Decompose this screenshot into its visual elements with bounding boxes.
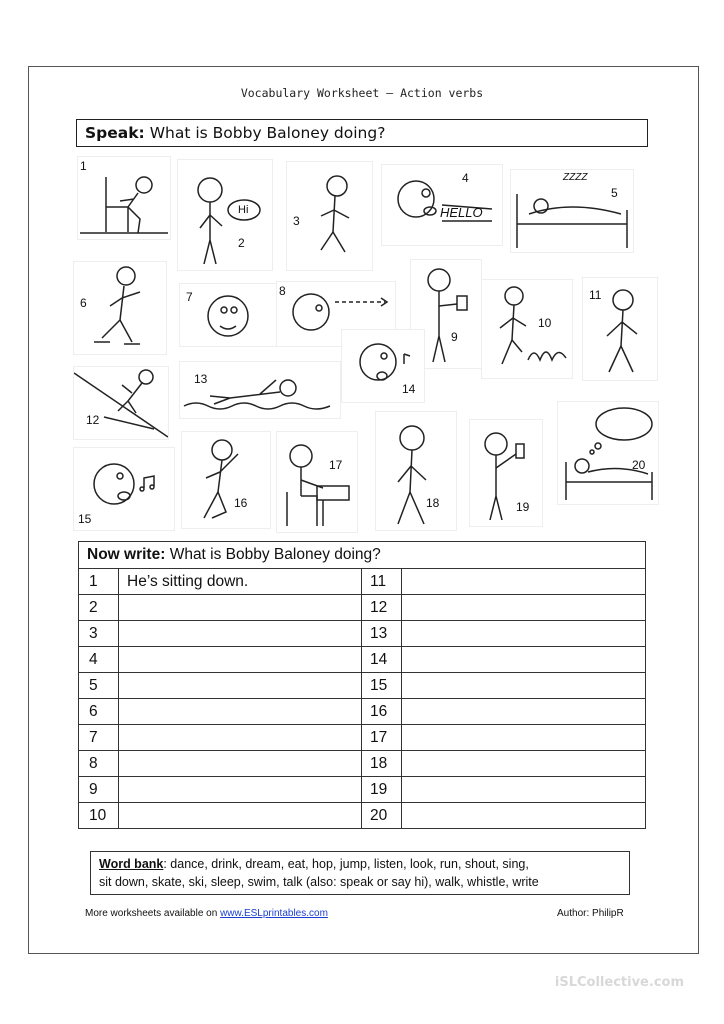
picture-2 bbox=[178, 160, 272, 270]
answer-cell[interactable] bbox=[402, 725, 646, 751]
picture-20 bbox=[558, 402, 658, 504]
whistling-face-drawing bbox=[180, 284, 276, 346]
picture-number: 8 bbox=[279, 284, 286, 298]
walking-figure-2-drawing bbox=[376, 412, 456, 530]
dancing-figure-drawing bbox=[182, 432, 270, 528]
picture-19 bbox=[470, 420, 542, 526]
picture-10 bbox=[482, 280, 572, 378]
skating-figure-drawing bbox=[74, 262, 166, 354]
picture-6 bbox=[74, 262, 166, 354]
footer-author: Author: PhilipR bbox=[557, 908, 624, 919]
answer-cell[interactable] bbox=[402, 699, 646, 725]
word-bank-line-2: sit down, skate, ski, sleep, swim, talk (also: speak or say hi), walk, whistle, write bbox=[99, 875, 539, 889]
answer-cell[interactable] bbox=[402, 569, 646, 595]
table-row bbox=[79, 621, 646, 647]
row-number: 3 bbox=[79, 621, 119, 647]
answer-cell[interactable] bbox=[119, 725, 362, 751]
speak-prompt bbox=[76, 119, 648, 147]
answer-cell[interactable] bbox=[119, 673, 362, 699]
word-bank-label: Word bank bbox=[99, 857, 164, 871]
answer-cell[interactable] bbox=[402, 673, 646, 699]
write-prompt bbox=[79, 542, 646, 569]
picture-number: 10 bbox=[538, 316, 552, 330]
row-number: 16 bbox=[362, 699, 402, 725]
picture-4 bbox=[382, 165, 502, 245]
picture-number: 15 bbox=[78, 512, 92, 526]
answer-cell[interactable] bbox=[402, 621, 646, 647]
worksheet-title: Vocabulary Worksheet – Action verbs bbox=[240, 86, 484, 100]
picture-number: 18 bbox=[426, 496, 440, 510]
swimming-figure-drawing bbox=[180, 362, 340, 418]
table-row bbox=[79, 699, 646, 725]
table-row bbox=[79, 569, 646, 595]
picture-number: 3 bbox=[293, 214, 300, 228]
footer-more-text: More worksheets available on bbox=[85, 908, 221, 919]
row-number: 13 bbox=[362, 621, 402, 647]
row-number: 18 bbox=[362, 751, 402, 777]
picture-14 bbox=[342, 330, 424, 402]
picture-number: 11 bbox=[589, 288, 602, 302]
picture-1 bbox=[78, 157, 170, 239]
watermark: iSLCollective.com bbox=[554, 975, 684, 990]
answer-cell[interactable] bbox=[119, 777, 362, 803]
picture-7 bbox=[180, 284, 276, 346]
row-number: 1 bbox=[79, 569, 119, 595]
row-number: 9 bbox=[79, 777, 119, 803]
picture-16 bbox=[182, 432, 270, 528]
picture-number: 1 bbox=[80, 159, 87, 173]
row-number: 20 bbox=[362, 803, 402, 829]
picture-11 bbox=[583, 278, 657, 380]
saying-hi-drawing bbox=[178, 160, 272, 270]
table-row bbox=[79, 777, 646, 803]
picture-number: 20 bbox=[632, 458, 646, 472]
write-question: What is Bobby Baloney doing? bbox=[169, 546, 381, 563]
picture-number: 5 bbox=[611, 186, 618, 200]
picture-number: 17 bbox=[329, 458, 343, 472]
picture-18 bbox=[376, 412, 456, 530]
picture-number: 7 bbox=[186, 290, 193, 304]
table-row bbox=[79, 751, 646, 777]
row-number: 2 bbox=[79, 595, 119, 621]
picture-number: 13 bbox=[194, 372, 208, 386]
answer-cell[interactable] bbox=[119, 621, 362, 647]
answer-cell[interactable]: He’s sitting down. bbox=[119, 569, 362, 595]
writing-figure-drawing bbox=[277, 432, 357, 532]
answer-cell[interactable] bbox=[402, 803, 646, 829]
picture-number: 9 bbox=[451, 330, 458, 344]
speak-question: What is Bobby Baloney doing? bbox=[149, 124, 386, 142]
row-number: 6 bbox=[79, 699, 119, 725]
row-number: 4 bbox=[79, 647, 119, 673]
picture-number: 16 bbox=[234, 496, 248, 510]
picture-17 bbox=[277, 432, 357, 532]
row-number: 5 bbox=[79, 673, 119, 699]
answer-cell[interactable] bbox=[402, 751, 646, 777]
word-bank-line-1: : dance, drink, dream, eat, hop, jump, listen, look, run, shout, sing, bbox=[163, 857, 529, 871]
footer-more bbox=[85, 908, 328, 919]
answer-cell[interactable] bbox=[402, 647, 646, 673]
row-number: 10 bbox=[79, 803, 119, 829]
drinking-figure-drawing bbox=[470, 420, 542, 526]
row-number: 15 bbox=[362, 673, 402, 699]
picture-number: 19 bbox=[516, 500, 530, 514]
word-bank bbox=[90, 851, 630, 895]
answer-cell[interactable] bbox=[402, 777, 646, 803]
speech-bubble-text: HELLO bbox=[440, 205, 483, 220]
picture-12 bbox=[74, 367, 168, 439]
picture-15 bbox=[74, 448, 174, 530]
snoring-text: ZZZZ bbox=[563, 172, 588, 183]
row-number: 17 bbox=[362, 725, 402, 751]
picture-3 bbox=[287, 162, 372, 270]
row-number: 11 bbox=[362, 569, 402, 595]
answer-cell[interactable] bbox=[119, 647, 362, 673]
table-row bbox=[79, 725, 646, 751]
answer-cell[interactable] bbox=[119, 803, 362, 829]
answer-cell[interactable] bbox=[119, 751, 362, 777]
answer-table bbox=[78, 541, 646, 829]
eslprintables-link[interactable]: www.ESLprintables.com bbox=[220, 908, 328, 919]
picture-number: 14 bbox=[402, 382, 416, 396]
answer-cell[interactable] bbox=[119, 699, 362, 725]
row-number: 7 bbox=[79, 725, 119, 751]
row-number: 19 bbox=[362, 777, 402, 803]
dreaming-bed-drawing bbox=[558, 402, 658, 504]
speak-label: Speak: bbox=[85, 124, 145, 142]
picture-13 bbox=[180, 362, 340, 418]
row-number: 12 bbox=[362, 595, 402, 621]
sitting-figure-drawing bbox=[78, 157, 170, 239]
picture-number: 2 bbox=[238, 236, 245, 250]
hopping-figure-drawing bbox=[482, 280, 572, 378]
skiing-figure-drawing bbox=[74, 367, 168, 439]
speech-bubble-text: Hi bbox=[238, 204, 249, 216]
table-row bbox=[79, 673, 646, 699]
write-label: Now write: bbox=[87, 546, 166, 563]
answer-cell[interactable] bbox=[119, 595, 362, 621]
table-row bbox=[79, 647, 646, 673]
row-number: 14 bbox=[362, 647, 402, 673]
table-row bbox=[79, 803, 646, 829]
picture-number: 12 bbox=[86, 413, 100, 427]
picture-5 bbox=[511, 170, 633, 252]
row-number: 8 bbox=[79, 751, 119, 777]
picture-number: 4 bbox=[462, 171, 469, 185]
answer-cell[interactable] bbox=[402, 595, 646, 621]
picture-number: 6 bbox=[80, 296, 87, 310]
table-row bbox=[79, 595, 646, 621]
